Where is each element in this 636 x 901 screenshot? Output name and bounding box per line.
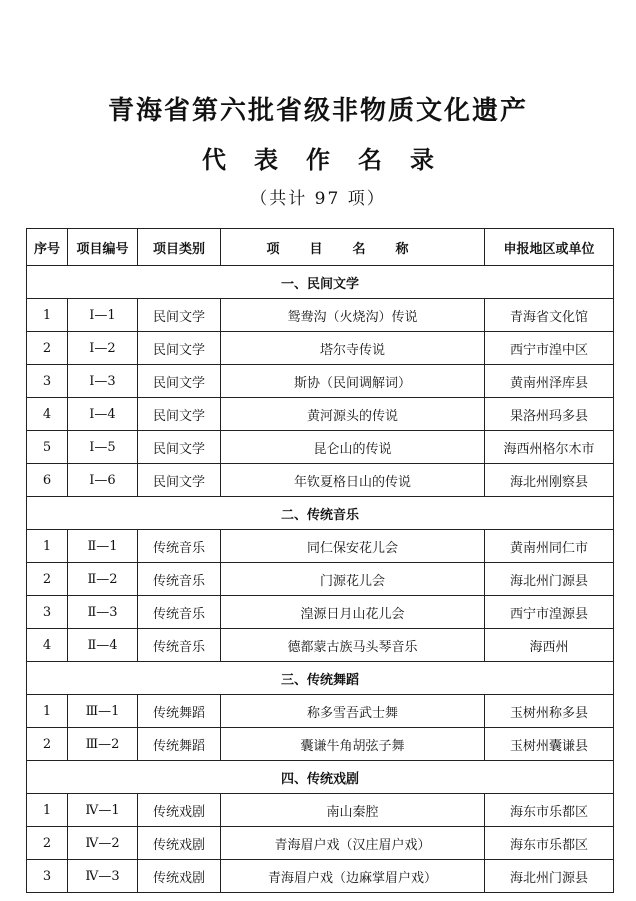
table-row [27, 827, 614, 860]
table-row [27, 299, 614, 332]
cell-item-category: 传统戏剧 [138, 827, 221, 860]
category-header-row [27, 662, 614, 695]
cell-item-name: 昆仑山的传说 [221, 431, 485, 464]
cell-item-code: Ⅰ—3 [68, 365, 138, 398]
cell-item-code: Ⅲ—1 [68, 695, 138, 728]
cell-serial-no: 2 [27, 827, 68, 860]
cell-item-name: 南山秦腔 [221, 794, 485, 827]
cell-item-category: 民间文学 [138, 299, 221, 332]
cell-item-name: 斯协（民间调解词） [221, 365, 485, 398]
cell-item-category: 民间文学 [138, 332, 221, 365]
header-item-code: 项目编号 [68, 229, 138, 266]
cell-item-code: Ⅱ—3 [68, 596, 138, 629]
item-count: （共计 97 项） [250, 189, 386, 209]
cell-region: 黄南州泽库县 [485, 365, 614, 398]
category-header-row [27, 761, 614, 794]
table-header-row [27, 229, 614, 266]
cell-item-category: 传统戏剧 [138, 794, 221, 827]
cell-item-code: Ⅰ—5 [68, 431, 138, 464]
cell-serial-no: 3 [27, 860, 68, 893]
cell-item-name: 门源花儿会 [221, 563, 485, 596]
category-title: 四、传统戏剧 [27, 761, 614, 794]
table-row [27, 530, 614, 563]
cell-item-category: 民间文学 [138, 464, 221, 497]
cell-item-name: 黄河源头的传说 [221, 398, 485, 431]
table-row [27, 365, 614, 398]
cell-item-code: Ⅰ—4 [68, 398, 138, 431]
cell-item-code: Ⅱ—1 [68, 530, 138, 563]
cell-item-name: 德都蒙古族马头琴音乐 [221, 629, 485, 662]
cell-region: 西宁市湟中区 [485, 332, 614, 365]
cell-item-code: Ⅳ—1 [68, 794, 138, 827]
cell-item-name: 青海眉户戏（汉庄眉户戏） [221, 827, 485, 860]
cell-serial-no: 2 [27, 728, 68, 761]
cell-item-code: Ⅰ—1 [68, 299, 138, 332]
cell-item-code: Ⅳ—3 [68, 860, 138, 893]
category-title: 二、传统音乐 [27, 497, 614, 530]
header-item-name: 项目名称 [221, 229, 485, 266]
cell-serial-no: 2 [27, 563, 68, 596]
document-subtitle: 代表作名录 [202, 145, 462, 174]
table-row [27, 728, 614, 761]
cell-item-category: 传统音乐 [138, 596, 221, 629]
document-title: 青海省第六批省级非物质文化遗产 [107, 96, 528, 126]
table-row [27, 629, 614, 662]
cell-serial-no: 4 [27, 398, 68, 431]
cell-serial-no: 3 [27, 365, 68, 398]
cell-item-code: Ⅰ—6 [68, 464, 138, 497]
category-title: 三、传统舞蹈 [27, 662, 614, 695]
cell-region: 海东市乐都区 [485, 794, 614, 827]
cell-item-category: 传统舞蹈 [138, 695, 221, 728]
cell-item-name: 囊谦牛角胡弦子舞 [221, 728, 485, 761]
cell-region: 海北州刚察县 [485, 464, 614, 497]
table-row [27, 464, 614, 497]
cell-region: 黄南州同仁市 [485, 530, 614, 563]
cell-item-code: Ⅰ—2 [68, 332, 138, 365]
cell-item-category: 传统音乐 [138, 530, 221, 563]
cell-item-category: 传统音乐 [138, 563, 221, 596]
cell-item-name: 青海眉户戏（边麻掌眉户戏） [221, 860, 485, 893]
header-region: 申报地区或单位 [485, 229, 614, 266]
table-body [27, 266, 614, 893]
cell-serial-no: 4 [27, 629, 68, 662]
cell-region: 海北州门源县 [485, 860, 614, 893]
cell-item-category: 民间文学 [138, 365, 221, 398]
cell-serial-no: 6 [27, 464, 68, 497]
cell-region: 海西州 [485, 629, 614, 662]
heritage-roster-table [26, 228, 614, 893]
header-serial-no: 序号 [27, 229, 68, 266]
cell-serial-no: 1 [27, 794, 68, 827]
table-row [27, 563, 614, 596]
category-header-row [27, 266, 614, 299]
cell-serial-no: 3 [27, 596, 68, 629]
cell-item-code: Ⅳ—2 [68, 827, 138, 860]
cell-item-category: 传统舞蹈 [138, 728, 221, 761]
cell-region: 海东市乐都区 [485, 827, 614, 860]
cell-region: 青海省文化馆 [485, 299, 614, 332]
table-row [27, 695, 614, 728]
cell-region: 西宁市湟源县 [485, 596, 614, 629]
cell-item-code: Ⅲ—2 [68, 728, 138, 761]
cell-serial-no: 1 [27, 530, 68, 563]
cell-serial-no: 2 [27, 332, 68, 365]
cell-region: 果洛州玛多县 [485, 398, 614, 431]
table-row [27, 860, 614, 893]
table-row [27, 794, 614, 827]
cell-item-category: 民间文学 [138, 431, 221, 464]
table-row [27, 431, 614, 464]
header-item-category: 项目类别 [138, 229, 221, 266]
cell-item-name: 鸳鸯沟（火烧沟）传说 [221, 299, 485, 332]
category-header-row [27, 497, 614, 530]
cell-region: 海北州门源县 [485, 563, 614, 596]
cell-serial-no: 1 [27, 299, 68, 332]
cell-item-name: 同仁保安花儿会 [221, 530, 485, 563]
cell-item-code: Ⅱ—2 [68, 563, 138, 596]
cell-region: 海西州格尔木市 [485, 431, 614, 464]
cell-item-name: 塔尔寺传说 [221, 332, 485, 365]
table-row [27, 596, 614, 629]
category-title: 一、民间文学 [27, 266, 614, 299]
table-row [27, 332, 614, 365]
cell-item-category: 传统音乐 [138, 629, 221, 662]
cell-item-category: 民间文学 [138, 398, 221, 431]
cell-item-name: 湟源日月山花儿会 [221, 596, 485, 629]
cell-item-category: 传统戏剧 [138, 860, 221, 893]
table-row [27, 398, 614, 431]
cell-serial-no: 5 [27, 431, 68, 464]
cell-item-code: Ⅱ—4 [68, 629, 138, 662]
cell-item-name: 称多雪吾武士舞 [221, 695, 485, 728]
cell-region: 玉树州囊谦县 [485, 728, 614, 761]
cell-serial-no: 1 [27, 695, 68, 728]
cell-item-name: 年钦夏格日山的传说 [221, 464, 485, 497]
cell-region: 玉树州称多县 [485, 695, 614, 728]
